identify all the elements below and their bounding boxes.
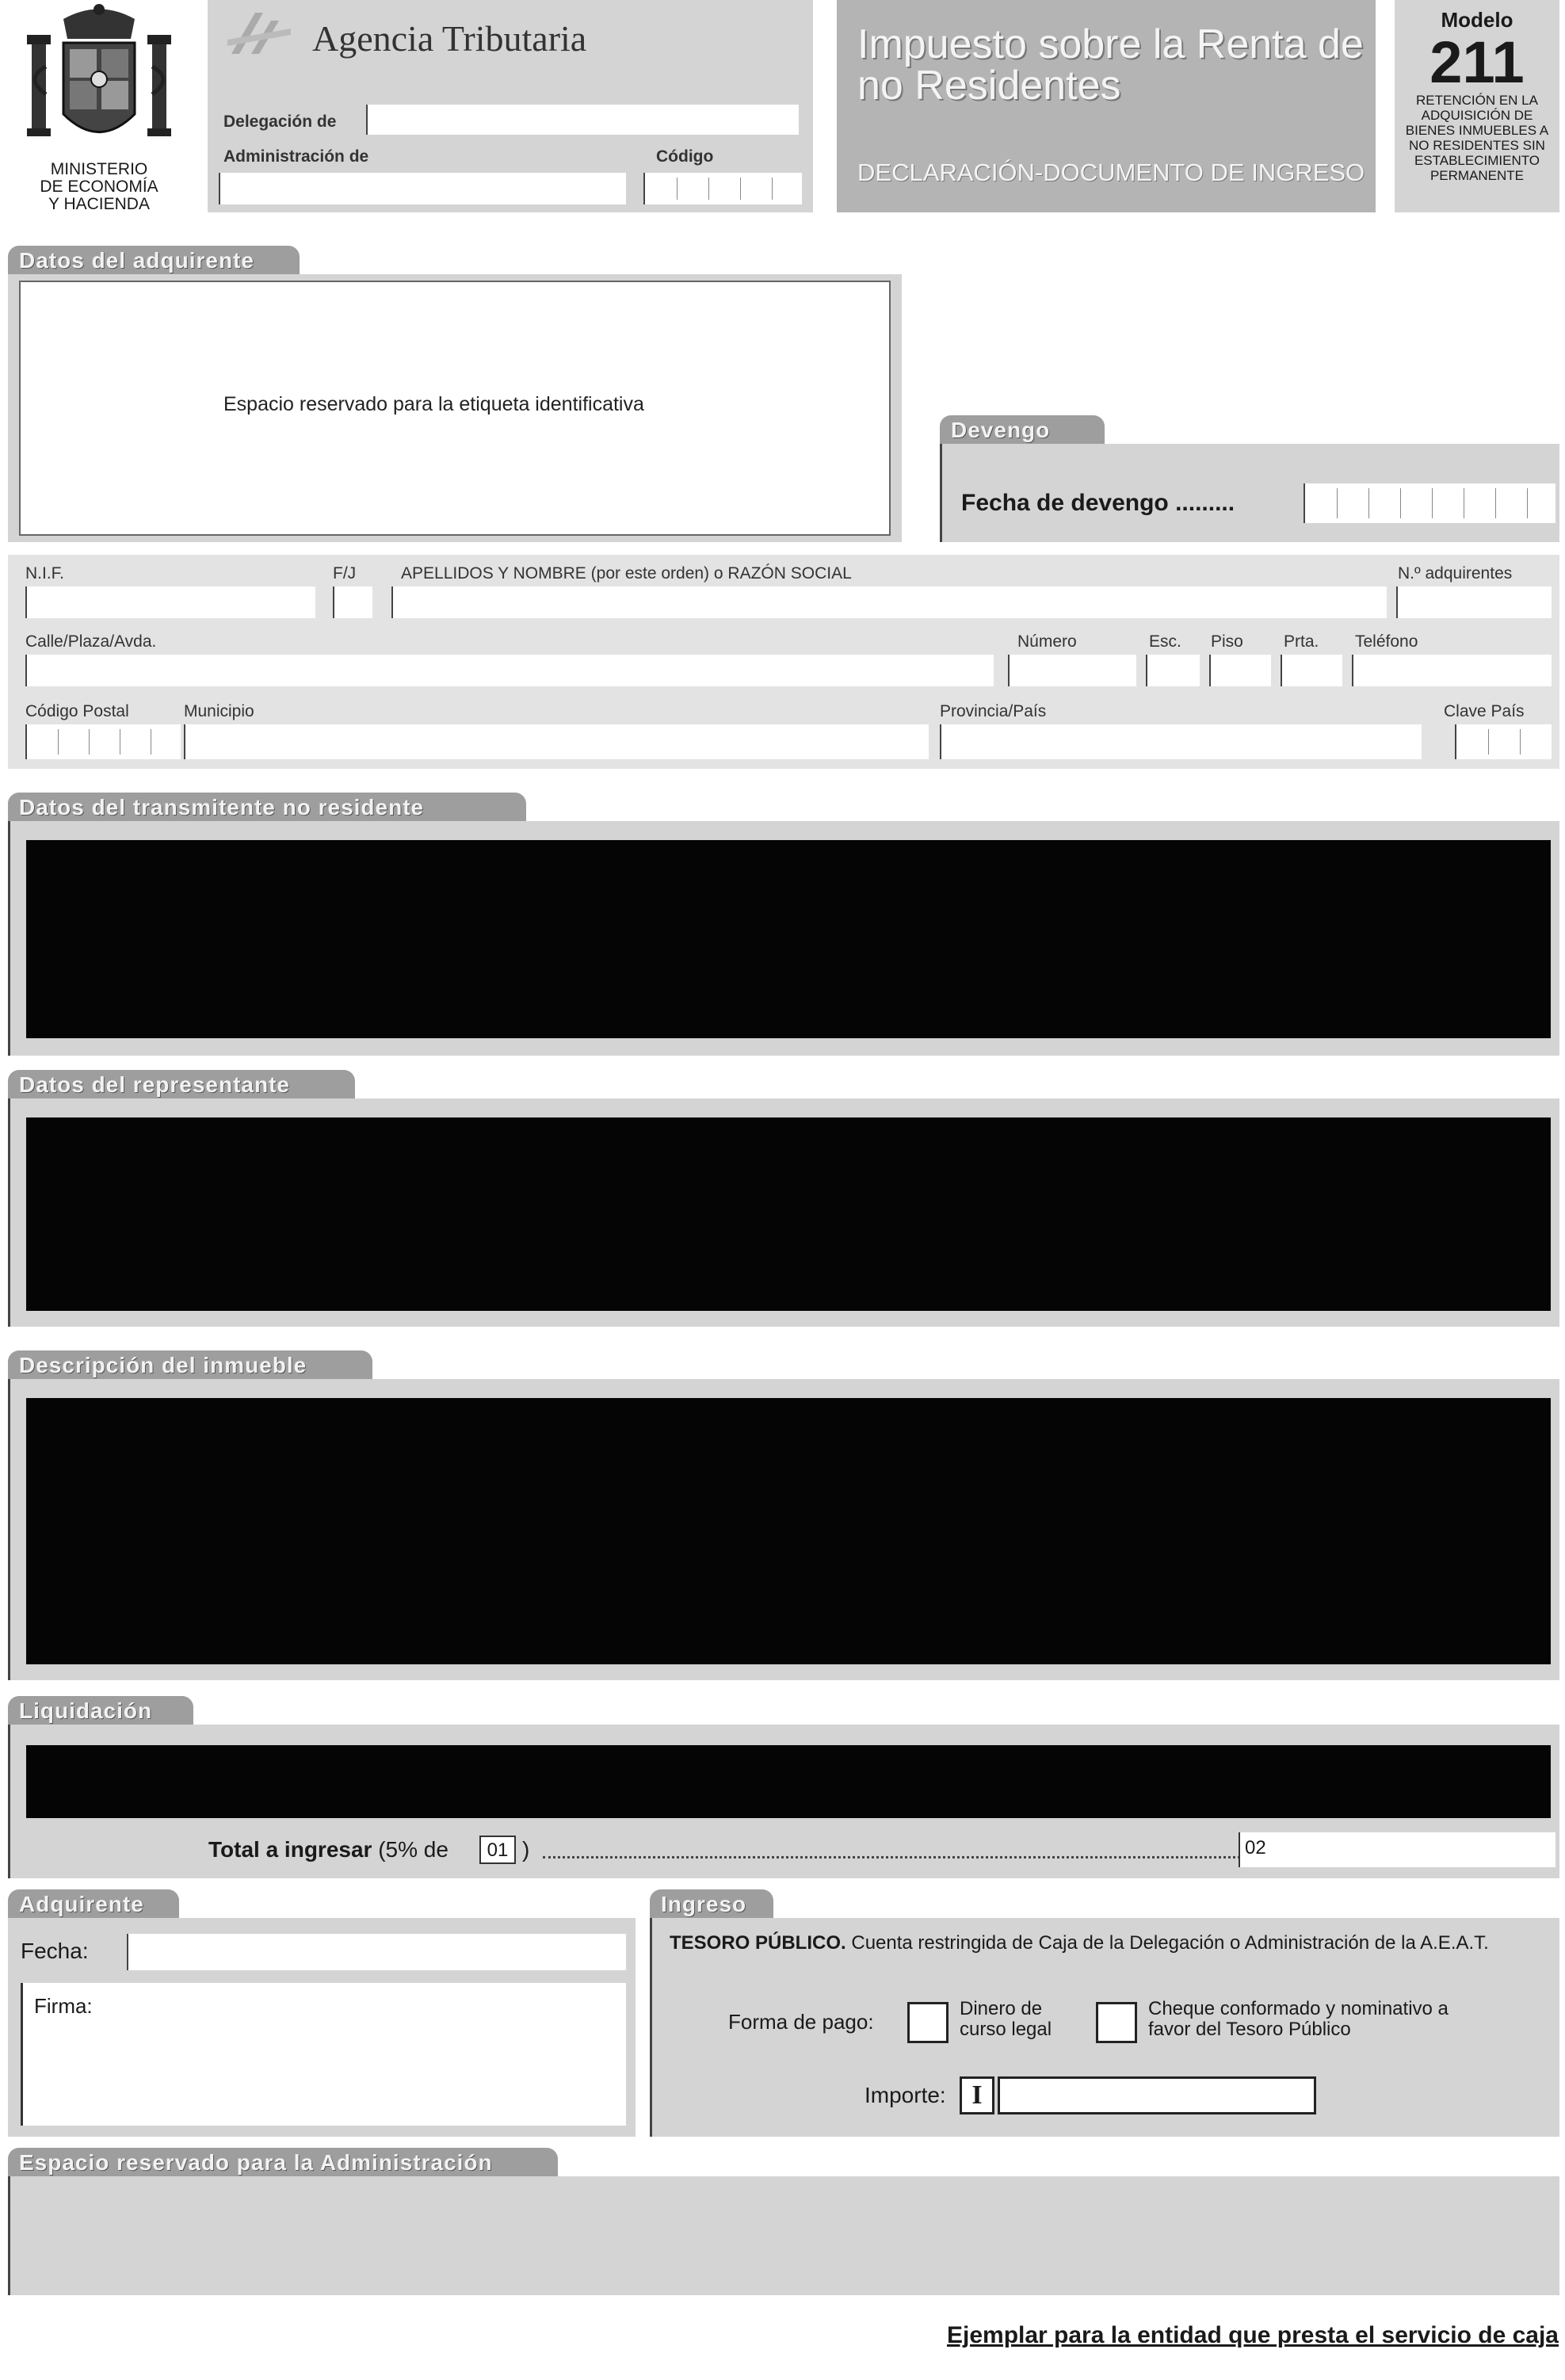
firma-box[interactable] xyxy=(21,1983,626,2126)
importe-label: Importe: xyxy=(865,2083,946,2107)
provincia-field[interactable] xyxy=(940,724,1422,759)
section-tab-transmitente: Datos del transmitente no residente xyxy=(8,793,526,821)
total-ingresar-field[interactable] xyxy=(1239,1832,1555,1867)
telefono-field[interactable] xyxy=(1352,655,1552,686)
box-01-close: ) xyxy=(522,1837,530,1862)
clave-pais-field[interactable] xyxy=(1455,724,1552,759)
modelo-number: 211 xyxy=(1429,29,1525,95)
agency-logo-icon xyxy=(223,6,295,62)
municipio-field[interactable] xyxy=(184,724,929,759)
coat-of-arms-icon xyxy=(16,3,182,154)
provincia-label: Provincia/País xyxy=(940,702,1047,720)
section-tab-ingreso: Ingreso xyxy=(650,1889,773,1918)
inmueble-panel xyxy=(8,1379,1559,1680)
firma-label: Firma: xyxy=(34,1994,93,2018)
total-pct-label: (5% de xyxy=(378,1837,449,1862)
tax-title-panel xyxy=(837,0,1376,212)
nif-field[interactable] xyxy=(25,586,315,618)
representante-redacted xyxy=(26,1117,1551,1311)
total-ingresar-row xyxy=(208,1837,449,1862)
tesoro-text: Cuenta restringida de Caja de la Delegación o Administración de la A.E.A.T. xyxy=(851,1932,1489,1954)
municipio-label: Municipio xyxy=(184,702,254,720)
tesoro-bold: TESORO PÚBLICO. xyxy=(670,1932,846,1954)
inmueble-redacted xyxy=(26,1398,1551,1664)
prta-field[interactable] xyxy=(1281,655,1342,686)
tax-title: Impuesto sobre la Renta de no Residentes xyxy=(857,21,1364,109)
calle-label: Calle/Plaza/Avda. xyxy=(25,632,157,651)
option-cheque: Cheque conformado y nominativo a favor del Tesoro Público xyxy=(1148,1998,1449,2040)
delegacion-label: Delegación de xyxy=(223,113,337,131)
checkbox-dinero[interactable] xyxy=(907,2002,949,2043)
codigo-field[interactable] xyxy=(643,173,802,204)
agency-panel xyxy=(208,0,813,212)
n-adquirentes-label: N.º adquirentes xyxy=(1398,564,1513,583)
apellidos-field[interactable] xyxy=(391,586,1387,618)
clave-pais-label: Clave País xyxy=(1444,702,1525,720)
box-02: 02 xyxy=(1245,1837,1266,1859)
transmitente-panel xyxy=(8,821,1559,1056)
administracion-field[interactable] xyxy=(219,173,626,204)
importe-field[interactable] xyxy=(998,2076,1316,2114)
fecha-field[interactable] xyxy=(127,1934,626,1970)
fecha-label: Fecha: xyxy=(21,1939,89,1963)
administracion-label: Administración de xyxy=(223,147,369,166)
adquirente-label-area xyxy=(8,274,902,542)
piso-field[interactable] xyxy=(1209,655,1271,686)
apellidos-label: APELLIDOS Y NOMBRE (por este orden) o RAZÓN SOCIAL xyxy=(401,564,852,583)
ingreso-panel xyxy=(650,1918,1559,2137)
liquidacion-panel xyxy=(8,1725,1559,1878)
fecha-devengo-field[interactable] xyxy=(1304,483,1555,523)
forma-pago-label: Forma de pago: xyxy=(728,2010,874,2034)
box-01: 01 xyxy=(479,1836,516,1864)
codigo-postal-label: Código Postal xyxy=(25,702,129,720)
section-tab-adquirente: Datos del adquirente xyxy=(8,246,300,274)
fj-field[interactable] xyxy=(333,586,372,618)
footer-copy-label: Ejemplar para la entidad que presta el servicio de caja xyxy=(946,2322,1559,2348)
importe-prefix-box: I xyxy=(960,2076,994,2114)
esc-label: Esc. xyxy=(1149,632,1181,651)
calle-field[interactable] xyxy=(25,655,994,686)
section-tab-representante: Datos del representante xyxy=(8,1070,355,1098)
section-tab-liquidacion: Liquidación xyxy=(8,1696,193,1725)
codigo-label: Código xyxy=(656,147,714,166)
section-tab-adquirente-firma: Adquirente xyxy=(8,1889,179,1918)
delegacion-field[interactable] xyxy=(366,105,799,135)
section-tab-admin: Espacio reservado para la Administración xyxy=(8,2148,558,2176)
transmitente-redacted xyxy=(26,840,1551,1038)
n-adquirentes-field[interactable] xyxy=(1396,586,1552,618)
option-dinero: Dinero de curso legal xyxy=(960,1998,1052,2040)
liquidacion-redacted xyxy=(26,1745,1551,1818)
piso-label: Piso xyxy=(1211,632,1243,651)
label-space-text: Espacio reservado para la etiqueta identificativa xyxy=(223,393,644,415)
label-space-box[interactable] xyxy=(19,281,891,536)
dotted-leader xyxy=(543,1856,1240,1859)
tax-subtitle: DECLARACIÓN-DOCUMENTO DE INGRESO xyxy=(857,159,1365,186)
section-tab-devengo: Devengo xyxy=(940,415,1105,444)
checkbox-cheque[interactable] xyxy=(1096,2002,1137,2043)
fecha-devengo-label: Fecha de devengo ......... xyxy=(961,490,1235,516)
admin-panel xyxy=(8,2176,1559,2295)
devengo-panel xyxy=(940,444,1559,542)
telefono-label: Teléfono xyxy=(1355,632,1418,651)
modelo-panel xyxy=(1395,0,1559,212)
tesoro-line xyxy=(670,1932,1489,1954)
agency-name: Agencia Tributaria xyxy=(312,18,587,59)
prta-label: Prta. xyxy=(1284,632,1319,651)
representante-panel xyxy=(8,1098,1559,1327)
ministry-name: MINISTERIO DE ECONOMÍA Y HACIENDA xyxy=(40,160,158,213)
ministry-logo xyxy=(16,3,182,211)
section-tab-inmueble: Descripción del inmueble xyxy=(8,1350,372,1379)
esc-field[interactable] xyxy=(1146,655,1200,686)
total-ingresar-label: Total a ingresar xyxy=(208,1837,372,1862)
fj-label: F/J xyxy=(333,564,357,583)
modelo-label: Modelo xyxy=(1441,8,1513,32)
modelo-description: RETENCIÓN EN LA ADQUISICIÓN DE BIENES INMUEBLES A NO RESIDENTES SIN ESTABLECIMIENTO PERMANENTE xyxy=(1405,93,1549,183)
numero-label: Número xyxy=(1017,632,1077,651)
numero-field[interactable] xyxy=(1008,655,1136,686)
codigo-postal-field[interactable] xyxy=(25,724,181,759)
adquirente-address-panel xyxy=(8,555,1559,769)
nif-label: N.I.F. xyxy=(25,564,65,583)
adquirente-firma-panel xyxy=(8,1918,636,2137)
